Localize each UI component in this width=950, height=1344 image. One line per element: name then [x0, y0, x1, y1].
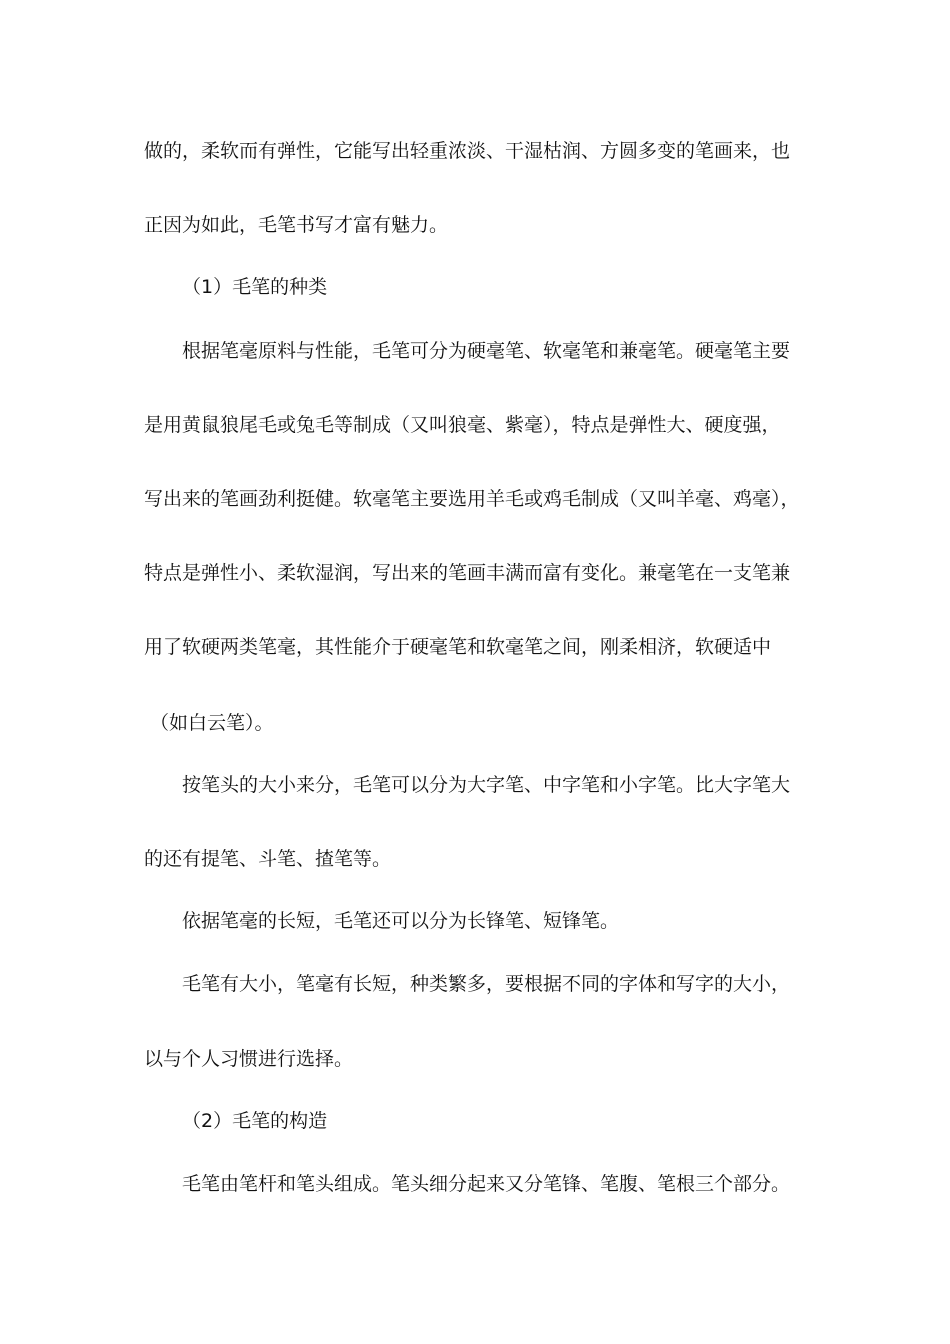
paragraph-brush-selection-line-2: 以与个人习惯进行选择。 — [144, 1048, 354, 1070]
paragraph-brush-size-line-1: 按笔头的大小来分，毛笔可以分为大字笔、中字笔和小字笔。比大字笔大 — [182, 774, 791, 796]
paragraph-brush-materials-line-6: （如白云笔）。 — [150, 712, 274, 734]
paragraph-brush-materials-line-4: 特点是弹性小、柔软湿润，写出来的笔画丰满而富有变化。兼毫笔在一支笔兼 — [144, 562, 791, 584]
paragraph-brush-materials-line-3: 写出来的笔画劲利挺健。软毫笔主要选用羊毛或鸡毛制成（又叫羊毫、鸡毫）， — [144, 488, 800, 510]
paragraph-brush-materials-line-1: 根据笔毫原料与性能，毛笔可分为硬毫笔、软毫笔和兼毫笔。硬毫笔主要 — [182, 340, 791, 362]
paragraph-brush-size-line-2: 的还有提笔、斗笔、揸笔等。 — [144, 848, 392, 870]
paragraph-brush-structure: 毛笔由笔杆和笔头组成。笔头细分起来又分笔锋、笔腹、笔根三个部分。 — [182, 1173, 791, 1195]
paragraph-brush-length: 依据笔毫的长短，毛笔还可以分为长锋笔、短锋笔。 — [182, 910, 620, 932]
paragraph-line-continuation-1: 做的，柔软而有弹性，它能写出轻重浓淡、干湿枯润、方圆多变的笔画来，也 — [144, 140, 791, 162]
section-heading-brush-types: （1）毛笔的种类 — [182, 276, 328, 298]
paragraph-brush-materials-line-5: 用了软硬两类笔毫，其性能介于硬毫笔和软毫笔之间，刚柔相济，软硬适中 — [144, 636, 772, 658]
paragraph-line-continuation-2: 正因为如此，毛笔书写才富有魅力。 — [144, 214, 449, 236]
section-heading-brush-structure: （2）毛笔的构造 — [182, 1110, 328, 1132]
paragraph-brush-selection-line-1: 毛笔有大小，笔毫有长短，种类繁多，要根据不同的字体和写字的大小， — [182, 973, 791, 995]
paragraph-brush-materials-line-2: 是用黄鼠狼尾毛或兔毛等制成（又叫狼毫、紫毫），特点是弹性大、硬度强， — [144, 414, 781, 436]
